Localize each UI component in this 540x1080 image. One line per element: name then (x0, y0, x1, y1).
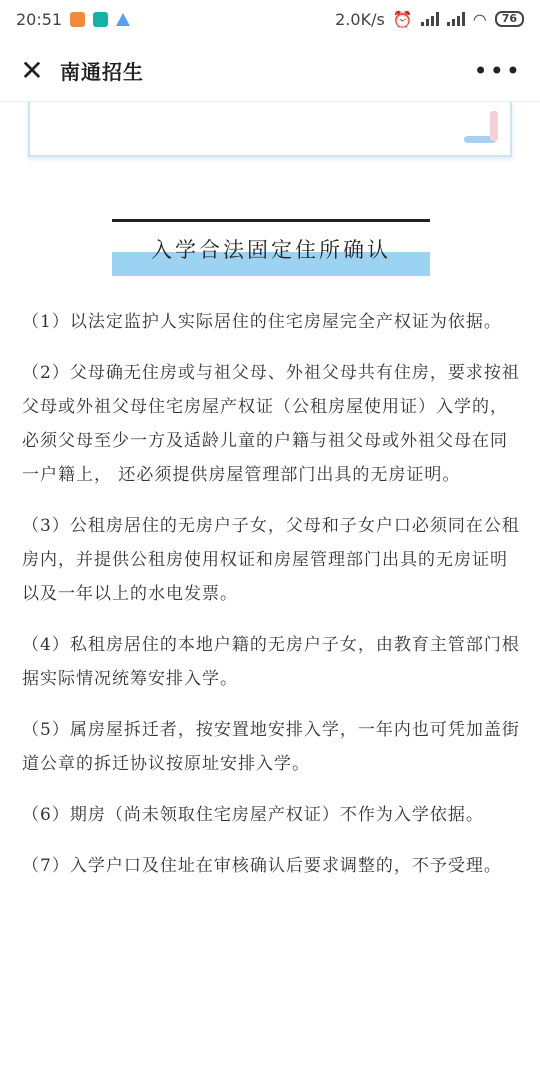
section-title: 入学合法固定住所确认 (151, 238, 391, 262)
paragraph: （2）父母确无住房或与祖父母、外祖父母共有住房，要求按祖父母或外祖父母住宅房屋产权证（公租房屋使用证）入学的，必须父母至少一方及适龄儿童的户籍与祖父母或外祖父母在同一户籍上， 还必须提供房屋管理部门出具的无房证明。 (22, 363, 520, 485)
article-content (22, 305, 520, 900)
notification-app-icon (70, 12, 85, 27)
paragraph: （5）属房屋拆迁者，按安置地安排入学，一年内也可凭加盖街道公章的拆迁协议按原址安排入学。 (22, 720, 520, 774)
signal-icon (421, 12, 439, 26)
status-bar (0, 0, 540, 38)
signal-icon (447, 12, 465, 26)
clock: 20:51 (16, 9, 63, 29)
paragraph: （3）公租房居住的无房户子女，父母和子女户口必须同在公租房内，并提供公租房使用权证和房屋管理部门出具的无房证明以及一年以上的水电发票。 (22, 516, 520, 604)
status-left (16, 10, 130, 29)
image-card (28, 102, 512, 157)
alarm-icon: ⏰ (392, 9, 413, 29)
notification-app-icon (116, 13, 130, 26)
more-options-icon[interactable]: ••• (473, 56, 522, 85)
nav-bar (0, 40, 540, 102)
notification-app-icon (93, 12, 108, 27)
wifi-icon: ◠ (472, 9, 487, 29)
close-icon[interactable]: ✕ (20, 54, 44, 87)
paragraph: （7）入学户口及住址在审核确认后要求调整的，不予受理。 (22, 856, 502, 876)
page-title: 南通招生 (60, 60, 144, 84)
paragraph: （6）期房（尚未领取住宅房屋产权证）不作为入学依据。 (22, 805, 484, 825)
section-divider (112, 219, 430, 222)
paragraph: （1）以法定监护人实际居住的住宅房屋完全产权证为依据。 (22, 312, 502, 332)
paragraph: （4）私租房居住的本地户籍的无房户子女，由教育主管部门根据实际情况统筹安排入学。 (22, 635, 520, 689)
card-decoration (490, 111, 498, 141)
status-right (335, 10, 524, 29)
battery-icon: 76 (495, 11, 524, 27)
network-speed: 2.0K/s (335, 9, 385, 29)
